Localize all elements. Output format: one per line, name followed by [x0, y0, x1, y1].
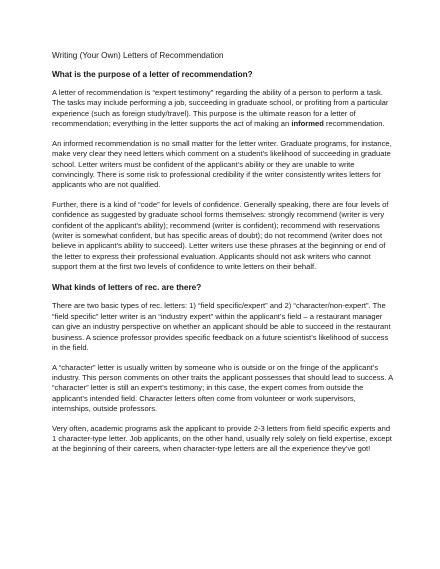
paragraph-academic-programs: Very often, academic programs ask the applicant to provide 2-3 letters from field specific experts and 1 character-type letter. Job applicants, on the other hand, usually rely solely on field expertise, except at the beginning of their careers, when character-type letters are all the experience they’ve got! [52, 423, 392, 454]
document-title: Writing (Your Own) Letters of Recommendation [52, 51, 224, 60]
paragraph-letter-types: There are two basic types of rec. letters: 1) “field specific/expert” and 2) “character/non-expert”. The “field specific” letter writer is an “industry expert” within the applicant’s field – a restaurant manager can give an industry perspective on whether an applicant should be able to succeed in the restaurant business. A science professor provides specific feedback on a future scientist’s likelihood of success in the field. [52, 301, 391, 353]
paragraph-informed-recommendation: An informed recommendation is no small matter for the letter writer. Graduate programs, for instance, make very clear they need letters which comment on a student’s likelihood of succeeding in graduate school. Letter writers must be confident of the applicant’s ability or they are unable to write convincingly. There is some risk to professional credibility if the writer consistently writes letters for applicants who are not qualified. [52, 138, 392, 190]
paragraph-character-letter: A “character” letter is usually written by someone who is outside or on the fringe of the applicant’s industry. This person comments on other traits the applicant possesses that should lead to success. A “character” letter is still an expert’s testimony; in this case, the expert comes from outside the applicant’s intended field. Character letters often come from volunteer or work supervisors, internships, outside professors. [52, 362, 393, 414]
paragraph-text: recommendation. [323, 119, 385, 129]
section-heading-kinds: What kinds of letters of rec. are there? [52, 283, 202, 293]
paragraph-purpose-definition [52, 88, 396, 130]
emphasis-informed: informed [291, 119, 324, 129]
paragraph-confidence-code: Further, there is a kind of “code” for levels of confidence. Generally speaking, there are four levels of confidence as suggested by graduate school forms themselves: strongly recommend (writer is very confident of the applicant’s ability); recommend (writer is confident); recommend with reservations (writer is somewhat confident, but has specific areas of doubt); do not recommend (writer does not believe in applicant’s ability to succeed). Letter writers use these phrases at the beginning or end of the letter to express their professional evaluation. Applicants should not ask writers who cannot support them at the first two levels of confidence to write letters on their behalf. [52, 199, 389, 272]
paragraph-text: A letter of recommendation is “expert testimony” regarding the ability of a person to perform a task. The tasks may include performing a job, succeeding in graduate school, or profiting from a particular experience (such as foreign study/travel). This purpose is the ultimate reason for a letter of recommendation; everything in the letter supports the act of making an [52, 88, 389, 129]
section-heading-purpose: What is the purpose of a letter of recommendation? [52, 70, 253, 79]
